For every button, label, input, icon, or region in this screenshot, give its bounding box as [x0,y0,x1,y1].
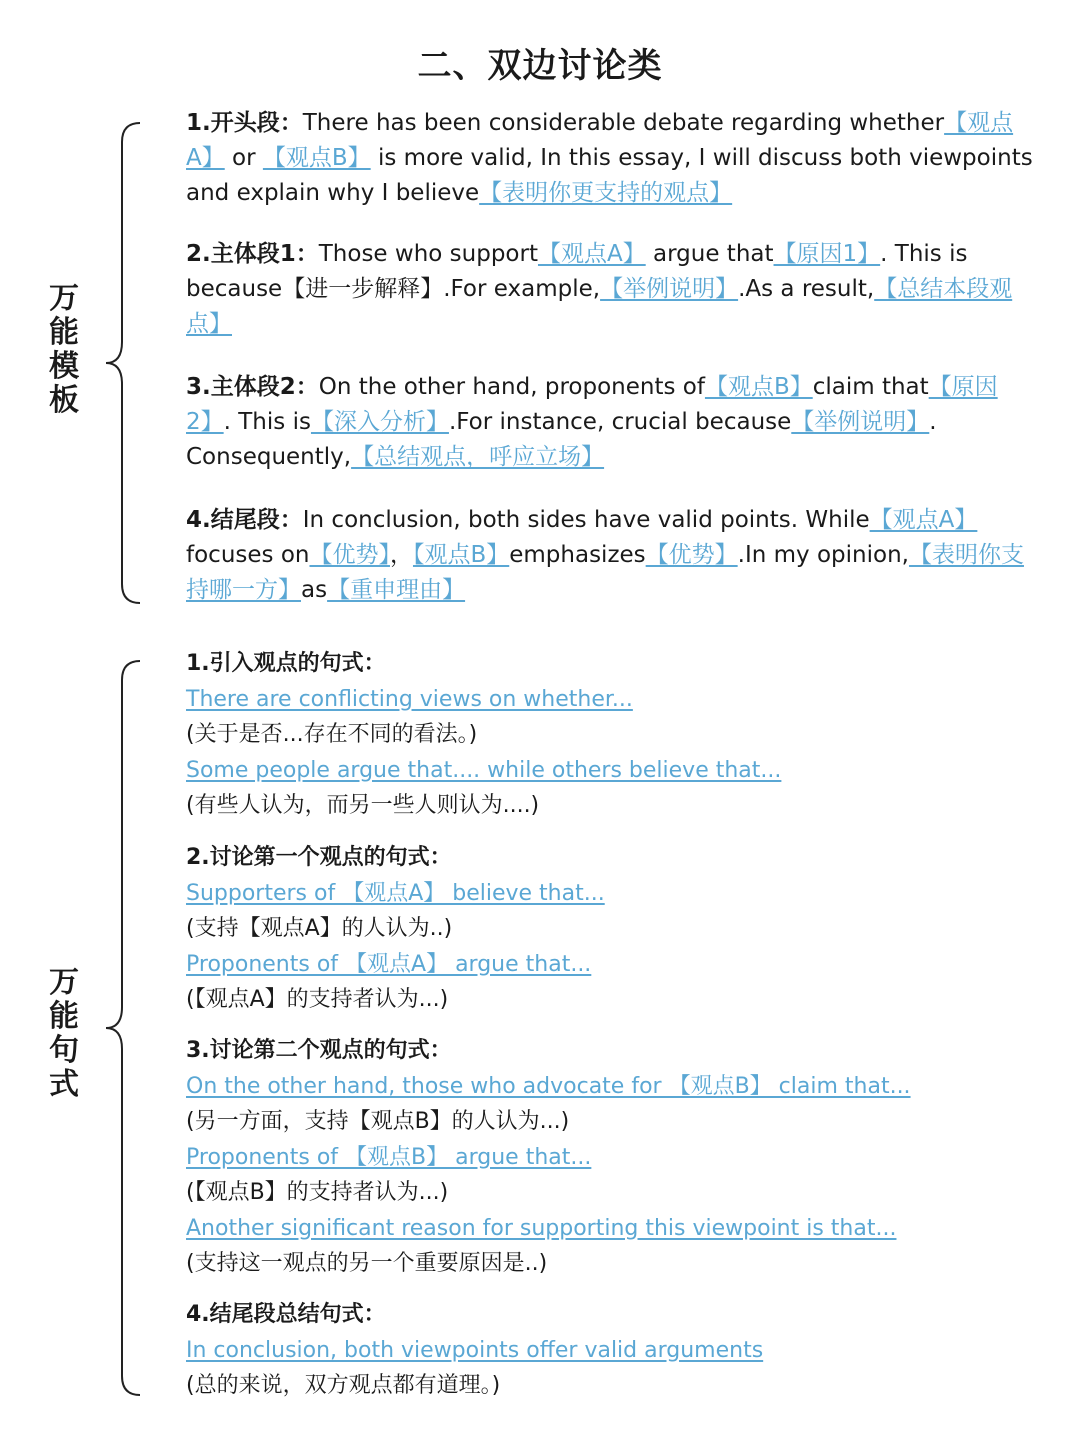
chinese-translation: (关于是否...存在不同的看法。) [186,722,478,747]
chinese-translation: (【观点A】的支持者认为...) [186,987,449,1012]
pattern-group-second-viewpoint [186,1033,1046,1282]
english-pattern: On the other hand, those who advocate for 【观点B】 claim that... [186,1073,911,1099]
brace-templates [100,120,170,606]
chinese-translation: (另一方面，支持【观点B】的人认为...) [186,1109,570,1134]
english-pattern: There are conflicting views on whether... [186,686,633,712]
section-label-templates: 万能模板 [49,281,79,418]
group-heading: 2.讨论第一个观点的句式： [186,845,452,870]
english-pattern: Some people argue that.... while others believe that... [186,757,782,783]
english-pattern: Proponents of 【观点A】 argue that... [186,951,592,977]
chinese-translation: (总的来说，双方观点都有道理。) [186,1373,501,1398]
chinese-translation: (【观点B】的支持者认为...) [186,1180,449,1205]
group-heading: 3.讨论第二个观点的句式： [186,1038,452,1063]
english-pattern: Another significant reason for supporting this viewpoint is that... [186,1215,897,1241]
english-pattern: Supporters of 【观点A】 believe that... [186,880,605,906]
pattern-group-introduce [186,646,1046,824]
section-label-sentence-patterns: 万能句式 [49,965,79,1102]
group-heading: 4.结尾段总结句式： [186,1302,386,1327]
brace-sentence-patterns [100,658,170,1398]
chinese-translation: (支持这一观点的另一个重要原因是..) [186,1251,548,1276]
english-pattern: Proponents of 【观点B】 argue that... [186,1144,592,1170]
chinese-translation: (支持【观点A】的人认为..) [186,916,453,941]
paragraph-body-1: 2.主体段1：Those who support【观点A】 argue that【原因1】. This is because【进一步解释】.For example,【举例说明】.As a result,【总结本段观点】 [186,241,1013,337]
paragraph-conclusion: 4.结尾段：In conclusion, both sides have valid points. While【观点A】 focuses on【优势】，【观点B】emphasizes【优势】.In my opinion,【表明你支持哪一方】as【重申理由】 [186,507,1024,603]
group-heading: 1.引入观点的句式： [186,651,386,676]
chinese-translation: (有些人认为，而另一些人则认为....) [186,793,540,818]
page-title: 二、双边讨论类 [417,46,663,86]
paragraph-body-2: 3.主体段2：On the other hand, proponents of【观点B】claim that【原因2】. This is【深入分析】.For instance, crucial because【举例说明】. Consequently,【总结观点，呼应立场】 [186,374,998,470]
paragraph-opening: 1.开头段：There has been considerable debate regarding whether【观点A】 or 【观点B】 is more valid, In this essay, I will discuss both viewpoints and explain why I believe【表明你更支持的观点】 [186,110,1033,206]
pattern-group-conclusion [186,1297,1046,1404]
english-pattern: In conclusion, both viewpoints offer valid arguments [186,1337,764,1363]
pattern-group-first-viewpoint [186,840,1046,1018]
